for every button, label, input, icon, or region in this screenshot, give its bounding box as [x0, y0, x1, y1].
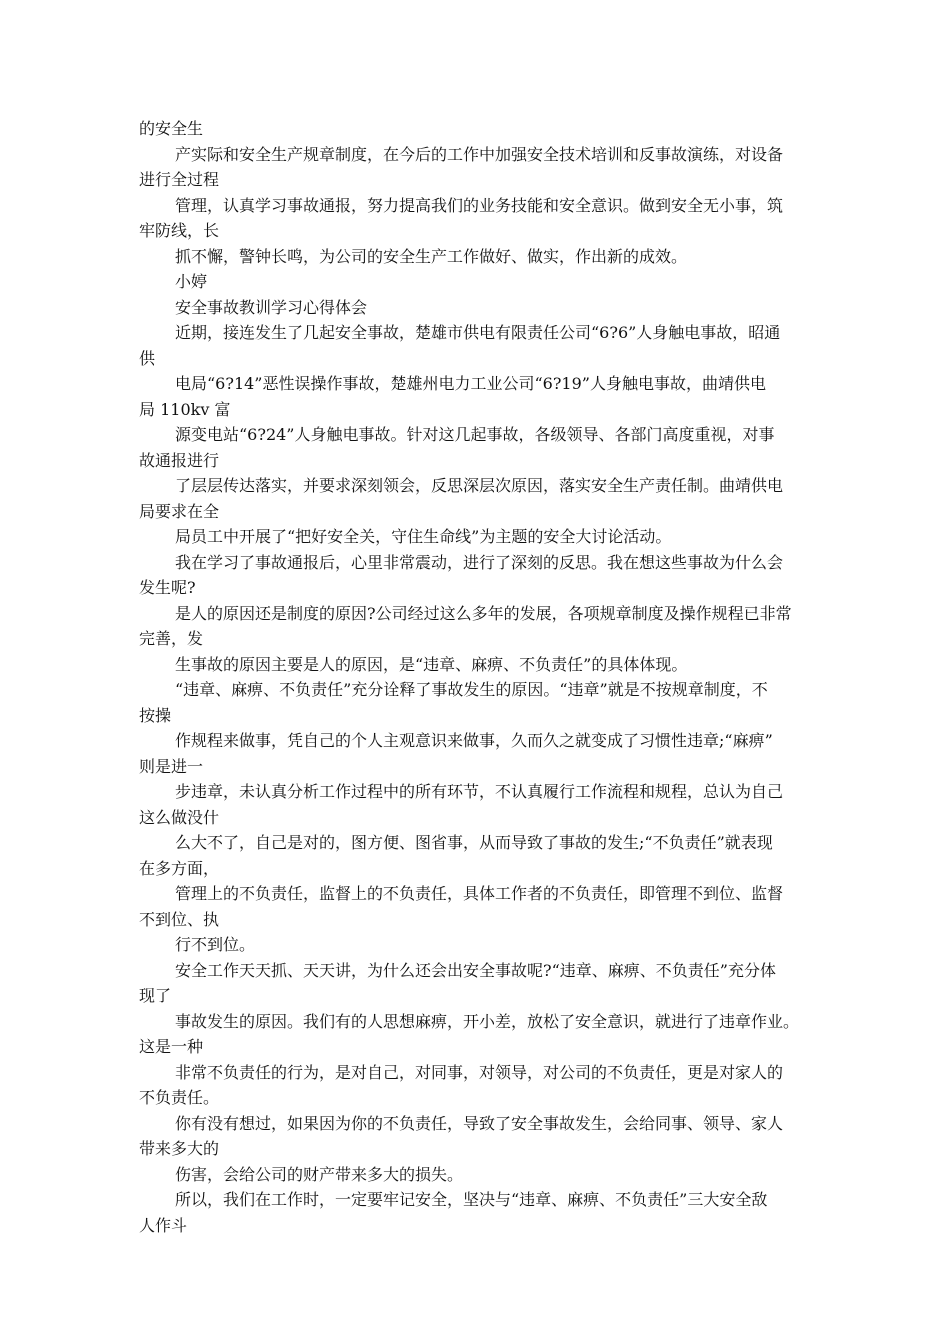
text-line: 管理上的不负责任，监督上的不负责任，具体工作者的不负责任，即管理不到位、监督	[175, 884, 784, 903]
text-line: 源变电站“6?24”人身触电事故。针对这几起事故，各级领导、各部门高度重视，对事	[175, 425, 775, 444]
text-line: 产实际和安全生产规章制度，在今后的工作中加强安全技术培训和反事故演练，对设备	[175, 144, 784, 164]
text-line: 不负责任。	[139, 1088, 220, 1107]
text-line: 供	[139, 348, 156, 368]
text-line: 所以，我们在工作时，一定要牢记安全，坚决与“违章、麻痹、不负责任”三大安全敌	[175, 1190, 768, 1209]
text-line: 现了	[139, 986, 172, 1005]
text-line: 带来多大的	[139, 1139, 220, 1158]
text-line: 是人的原因还是制度的原因?公司经过这么多年的发展，各项规章制度及操作规程已非常	[175, 603, 792, 623]
text-line: 人作斗	[139, 1215, 188, 1235]
text-line: 则是进一	[139, 756, 204, 776]
text-line: 抓不懈，警钟长鸣，为公司的安全生产工作做好、做实，作出新的成效。	[175, 246, 688, 266]
text-line: 局 110kv 富	[139, 399, 231, 419]
text-line: 局要求在全	[139, 501, 220, 521]
text-line: 按操	[139, 705, 172, 725]
text-line: 么大不了，自己是对的，图方便、图省事，从而导致了事故的发生;“不负责任”就表现	[175, 833, 773, 852]
text-line: 近期，接连发生了几起安全事故，楚雄市供电有限责任公司“6?6”人身触电事故，昭通	[175, 323, 781, 342]
author-name: 小婷	[175, 272, 208, 291]
text-line: 你有没有想过，如果因为你的不负责任，导致了安全事故发生，会给同事、领导、家人	[175, 1113, 784, 1133]
text-line: 生事故的原因主要是人的原因，是“违章、麻痹、不负责任”的具体体现。	[175, 654, 688, 674]
text-line: 在多方面，	[139, 858, 220, 878]
text-line: 故通报进行	[139, 450, 220, 470]
text-line: 这是一种	[139, 1037, 204, 1056]
text-line: 电局“6?14”恶性误操作事故，楚雄州电力工业公司“6?19”人身触电事故，曲靖供电	[175, 374, 766, 393]
text-line: 伤害，会给公司的财产带来多大的损失。	[175, 1164, 464, 1184]
text-line: 完善，发	[139, 629, 204, 648]
text-line: “违章、麻痹、不负责任”充分诠释了事故发生的原因。“违章”就是不按规章制度，不	[175, 680, 768, 699]
text-line: 进行全过程	[139, 170, 220, 189]
text-line: 行不到位。	[175, 935, 256, 954]
text-line: 不到位、执	[139, 909, 220, 929]
text-line: 作规程来做事，凭自己的个人主观意识来做事，久而久之就变成了习惯性违章;“麻痹”	[175, 731, 773, 750]
article-title: 安全事故教训学习心得体会	[175, 297, 368, 317]
text-line: 管理，认真学习事故通报，努力提高我们的业务技能和安全意识。做到安全无小事，筑	[175, 195, 784, 215]
text-line: 事故发生的原因。我们有的人思想麻痹，开小差，放松了安全意识，就进行了违章作业。	[175, 1011, 800, 1031]
text-line: 局员工中开展了“把好安全关，守住生命线”为主题的安全大讨论活动。	[175, 527, 672, 546]
text-line: 安全工作天天抓、天天讲，为什么还会出安全事故呢?“违章、麻痹、不负责任”充分体	[175, 960, 776, 980]
text-line: 了层层传达落实，并要求深刻领会，反思深层次原因，落实安全生产责任制。曲靖供电	[175, 476, 784, 495]
text-line: 的安全生	[139, 119, 204, 138]
text-line: 发生呢?	[139, 578, 196, 597]
text-line: 步违章，未认真分析工作过程中的所有环节，不认真履行工作流程和规程，总认为自己	[175, 782, 784, 801]
text-line: 这么做没什	[139, 807, 220, 827]
text-line: 非常不负责任的行为，是对自己，对同事，对领导，对公司的不负责任，更是对家人的	[175, 1062, 784, 1082]
text-line: 牢防线，长	[139, 221, 220, 240]
document-body	[139, 116, 815, 1238]
text-line: 我在学习了事故通报后，心里非常震动，进行了深刻的反思。我在想这些事故为什么会	[175, 552, 784, 572]
